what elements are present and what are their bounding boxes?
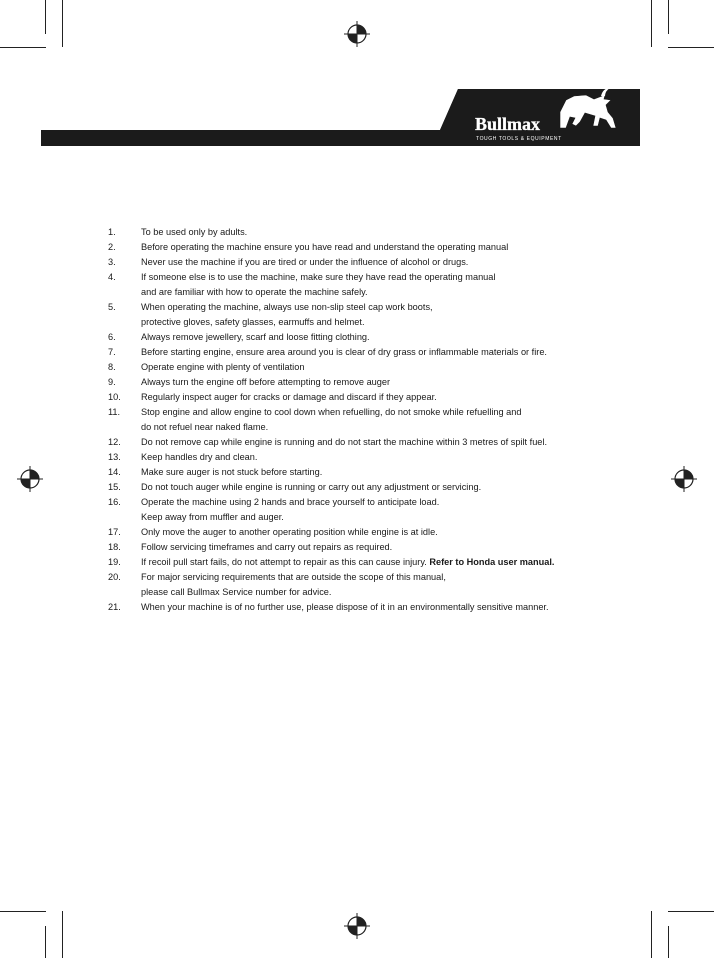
item-line: Always remove jewellery, scarf and loose fitting clothing.	[141, 332, 370, 342]
item-number: 12.	[108, 437, 121, 447]
item-line: When operating the machine, always use non-slip steel cap work boots,	[141, 302, 433, 312]
item-text	[141, 525, 696, 540]
list-item	[106, 255, 696, 270]
item-number: 6.	[108, 332, 116, 342]
item-line: If someone else is to use the machine, make sure they have read the operating manual	[141, 272, 496, 282]
header-banner	[0, 0, 714, 150]
item-line: Never use the machine if you are tired or under the influence of alcohol or drugs.	[141, 257, 469, 267]
item-line: Follow servicing timeframes and carry out repairs as required.	[141, 542, 393, 552]
crop-mark	[651, 911, 652, 958]
item-text	[141, 480, 696, 495]
list-item	[106, 435, 696, 450]
crop-mark	[668, 911, 714, 912]
list-item	[106, 405, 696, 435]
list-item	[106, 375, 696, 390]
item-line: Always turn the engine off before attempting to remove auger	[141, 377, 391, 387]
item-number: 11.	[108, 407, 121, 417]
item-number: 4.	[108, 272, 116, 282]
svg-text:Bullmax: Bullmax	[475, 114, 541, 134]
item-text	[141, 360, 696, 375]
item-number: 8.	[108, 362, 116, 372]
item-number: 1.	[108, 227, 116, 237]
item-text	[141, 300, 696, 330]
registration-mark-icon	[17, 466, 43, 492]
item-number: 18.	[108, 542, 121, 552]
item-line: Only move the auger to another operating position while engine is at idle.	[141, 527, 438, 537]
list-item	[106, 270, 696, 300]
item-text	[141, 405, 696, 435]
item-number: 9.	[108, 377, 116, 387]
item-text	[141, 225, 696, 240]
item-line: Before operating the machine ensure you have read and understand the operating manual	[141, 242, 509, 252]
item-text	[141, 600, 696, 615]
item-number: 15.	[108, 482, 121, 492]
list-item	[106, 225, 696, 240]
item-text	[141, 255, 696, 270]
list-item	[106, 390, 696, 405]
item-text	[141, 390, 696, 405]
item-line: Do not remove cap while engine is running and do not start the machine within 3 metres of spilt fuel.	[141, 437, 548, 447]
item-text	[141, 450, 696, 465]
item-number: 10.	[108, 392, 121, 402]
item-line: Do not touch auger while engine is running or carry out any adjustment or servicing.	[141, 482, 482, 492]
item-text	[141, 555, 696, 570]
item-line: please call Bullmax Service number for advice.	[141, 587, 332, 597]
list-item	[106, 465, 696, 480]
list-item	[106, 525, 696, 540]
item-line: protective gloves, safety glasses, earmuffs and helmet.	[141, 317, 365, 327]
item-number: 7.	[108, 347, 116, 357]
item-text	[141, 345, 696, 360]
item-line: Keep handles dry and clean.	[141, 452, 258, 462]
item-line: To be used only by adults.	[141, 227, 248, 237]
item-line: Before starting engine, ensure area around you is clear of dry grass or inflammable materials or fire.	[141, 347, 547, 357]
item-text	[141, 495, 696, 525]
item-text	[141, 270, 696, 300]
safety-instructions-list	[106, 225, 696, 615]
list-item	[106, 240, 696, 255]
item-line: Regularly inspect auger for cracks or damage and discard if they appear.	[141, 392, 437, 402]
list-item	[106, 600, 696, 615]
item-text	[141, 540, 696, 555]
list-item	[106, 540, 696, 555]
item-number: 17.	[108, 527, 121, 537]
item-number: 3.	[108, 257, 116, 267]
item-number: 19.	[108, 557, 121, 567]
item-number: 2.	[108, 242, 116, 252]
list-item	[106, 480, 696, 495]
item-number: 14.	[108, 467, 121, 477]
crop-mark	[62, 911, 63, 958]
item-text	[141, 240, 696, 255]
item-line: do not refuel near naked flame.	[141, 422, 269, 432]
item-line: Operate the machine using 2 hands and brace yourself to anticipate load.	[141, 497, 440, 507]
item-line: and are familiar with how to operate the machine safely.	[141, 287, 368, 297]
item-number: 21.	[108, 602, 121, 612]
item-line: Operate engine with plenty of ventilation	[141, 362, 305, 372]
svg-text:TOUGH TOOLS & EQUIPMENT: TOUGH TOOLS & EQUIPMENT	[476, 136, 562, 142]
item-text	[141, 435, 696, 450]
item-text	[141, 570, 696, 600]
item-text	[141, 375, 696, 390]
item-line: Stop engine and allow engine to cool down when refuelling, do not smoke while refuelling and	[141, 407, 522, 417]
item-line-text: If recoil pull start fails, do not attempt to repair as this can cause injury.	[141, 557, 427, 567]
list-item	[106, 555, 696, 570]
list-item	[106, 330, 696, 345]
list-item	[106, 300, 696, 330]
item-line	[141, 555, 696, 570]
item-line: Make sure auger is not stuck before starting.	[141, 467, 323, 477]
list-item	[106, 570, 696, 600]
honda-manual-reference: Refer to Honda user manual.	[429, 557, 555, 567]
item-number: 13.	[108, 452, 121, 462]
list-item	[106, 345, 696, 360]
item-line: When your machine is of no further use, please dispose of it in an environmentally sensitive manner.	[141, 602, 549, 612]
item-text	[141, 465, 696, 480]
list-item	[106, 360, 696, 375]
crop-mark	[668, 926, 669, 958]
item-text	[141, 330, 696, 345]
item-line: For major servicing requirements that are outside the scope of this manual,	[141, 572, 446, 582]
item-number: 20.	[108, 572, 121, 582]
crop-mark	[45, 926, 46, 958]
item-line: Keep away from muffler and auger.	[141, 512, 284, 522]
item-number: 5.	[108, 302, 116, 312]
crop-mark	[0, 911, 46, 912]
item-number: 16.	[108, 497, 121, 507]
registration-mark-icon	[344, 913, 370, 939]
list-item	[106, 495, 696, 525]
list-item	[106, 450, 696, 465]
